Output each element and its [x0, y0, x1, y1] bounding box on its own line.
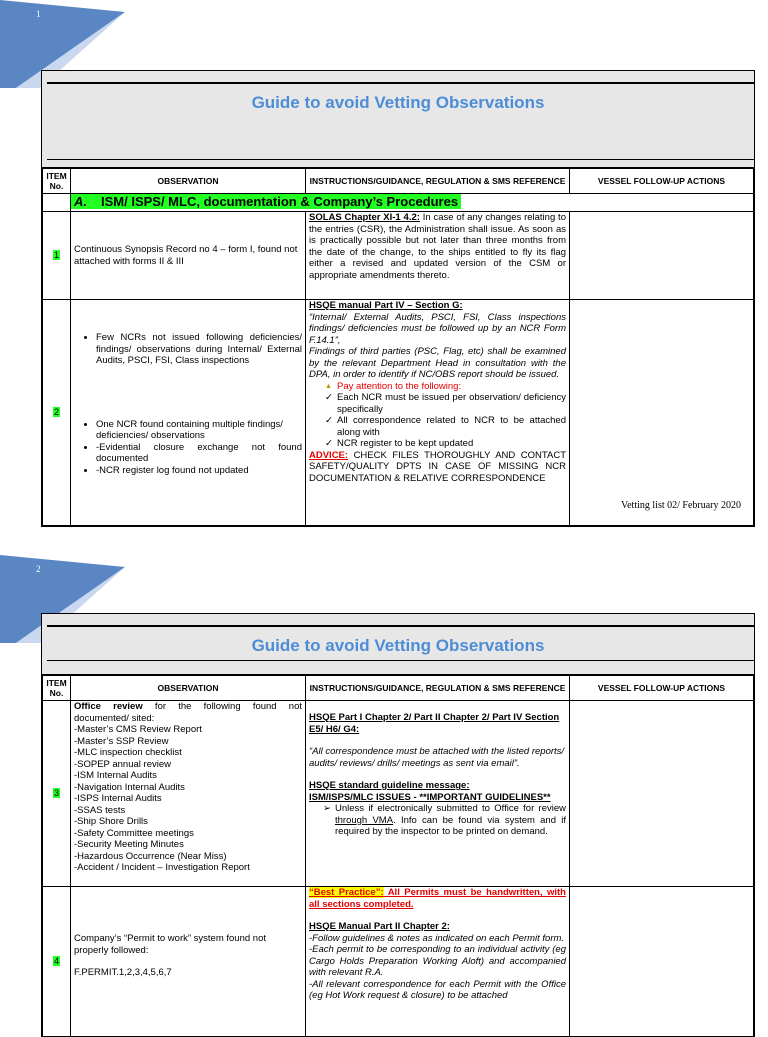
- checklist: ▲ Pay attention to the following: ✓ Each NCR must be issued per observation/ deficiency specifically ✓ All correspondence related to NCR to be attached along with ✓ NCR register to be kept updated: [309, 381, 566, 450]
- col-header-item: ITEM No.: [43, 676, 71, 701]
- item-number: 2: [43, 300, 71, 526]
- reference-cell: HSQE manual Part IV – Section G: “Internal/ External Audits, PSCI, FSI, Class inspections findings/ deficiencies must be followed up by an NCR Form F.14.1”, Findings of third parties (PSC, Flag, etc) shall be examined by the relevant Department Head in consultation with the DPA, in order to identify if NC/OBS report should be issued. ▲ Pay attention to the following: ✓ Each NCR must be issued per observation/ deficiency specifically ✓ All correspondence related to NCR to be attached along with ✓ NCR register to be kept updated ADVICE: CHECK FILES THOROUGHLY AND CONTACT SAFETY/QUALITY DPTS IN CASE OF MISSING NCR DOCUMENTATION & RELATIVE CORRESPONDENCE: [306, 300, 570, 526]
- arrow-list: ➢ Unless if electronically submitted to Office for review through VMA. Info can be found via system and if required by the inspector to be printed on demand.: [309, 803, 566, 838]
- table-row: [43, 300, 754, 526]
- observation-cell: Company’s “Permit to work” system found not properly followed: F.PERMIT.1,2,3,4,5,6,7: [71, 887, 306, 1037]
- page-number: 1: [36, 9, 41, 19]
- col-header-observation: OBSERVATION: [71, 676, 306, 701]
- observation-bullets-2: • One NCR found containing multiple findings/ deficiencies/ observations • -Evidential closure exchange not found documented • -NCR register log found not updated: [74, 419, 302, 477]
- reference-cell: HSQE Part I Chapter 2/ Part II Chapter 2/ Part IV Section E5/ H6/ G4: “All correspondence must be attached with the listed reports/ audits/ reviews/ drills/ meetings as sent via email”. HSQE standard guideline message: ISM/ISPS/MLC ISSUES - **IMPORTANT GUIDELINES** ➢ Unless if electronically submitted to Office for review through VMA. Info can be found via system and if required by the inspector to be printed on demand.: [306, 701, 570, 887]
- table-row: [43, 887, 754, 1037]
- col-header-followup: VESSEL FOLLOW-UP ACTIONS: [570, 676, 754, 701]
- observation-bullets: • Few NCRs not issued following deficiencies/ findings/ observations during Internal/ External Audits, PSCI, FSI, Class inspections: [74, 332, 302, 367]
- col-header-reference: INSTRUCTIONS/GUIDANCE, REGULATION & SMS REFERENCE: [306, 169, 570, 194]
- followup-cell: [570, 212, 754, 300]
- col-header-reference: INSTRUCTIONS/GUIDANCE, REGULATION & SMS REFERENCE: [306, 676, 570, 701]
- best-practice: “Best Practice”: All Permits must be handwritten, with all sections completed.: [309, 887, 566, 910]
- page-title: Guide to avoid Vetting Observations: [251, 636, 545, 655]
- observations-table: [42, 675, 754, 1037]
- observations-table: [42, 168, 754, 526]
- page-number: 2: [36, 564, 41, 574]
- table-row: [43, 212, 754, 300]
- document-frame: [41, 70, 755, 527]
- table-header-row: [43, 169, 754, 194]
- observation-cell: Office review for the following found not documented/ sited: -Master’s CMS Review Report -Master’s SSP Review -MLC inspection checklist -SOPEP annual review -ISM Internal Audits -Navigation Internal Audits -ISPS Internal Audits -SSAS tests -Ship Shore Drills -Safety Committee meetings -Security Meeting Minutes -Hazardous Occurrence (Near Miss) -Accident / Incident – Investigation Report: [71, 701, 306, 887]
- title-bar: [42, 614, 754, 675]
- item-number: 3: [43, 701, 71, 887]
- advice-text: ADVICE: CHECK FILES THOROUGHLY AND CONTACT SAFETY/QUALITY DPTS IN CASE OF MISSING NCR DOCUMENTATION & RELATIVE CORRESPONDENCE: [309, 449, 566, 484]
- page-footer: Vetting list 02/ February 2020: [621, 500, 741, 511]
- item-number: 4: [43, 887, 71, 1037]
- col-header-followup: VESSEL FOLLOW-UP ACTIONS: [570, 169, 754, 194]
- reference-cell: “Best Practice”: All Permits must be handwritten, with all sections completed. HSQE Manual Part II Chapter 2: -Follow guidelines & notes as indicated on each Permit form. -Each permit to be corresponding to an individual activity (eg Cargo Holds Preparation Working Aloft) and accompanied with relevant R.A. -All relevant correspondence for each Permit with the Office (eg Hot Work request & closure) to be attached: [306, 887, 570, 1037]
- section-row: [43, 194, 754, 212]
- document-frame: [41, 613, 755, 1037]
- followup-cell: [570, 887, 754, 1037]
- followup-cell: [570, 701, 754, 887]
- page-title: Guide to avoid Vetting Observations: [251, 93, 545, 112]
- table-header-row: [43, 676, 754, 701]
- followup-cell: [570, 300, 754, 526]
- title-bar: [42, 71, 754, 168]
- observation-cell: [71, 300, 306, 526]
- table-row: [43, 701, 754, 887]
- observation-cell: Continuous Synopsis Record no 4 – form I, found not attached with forms II & III: [71, 212, 306, 300]
- reference-cell: SOLAS Chapter XI-1 4.2: In case of any changes relating to the entries (CSR), the Administration shall issue. As soon as is practically possible but not later than three months from the date of the change, to the ships entitled to fly its flag either a revised and updated version of the CSM or appropriate amendments thereto.: [306, 212, 570, 300]
- col-header-item: ITEM No.: [43, 169, 71, 194]
- item-number: 1: [43, 212, 71, 300]
- col-header-observation: OBSERVATION: [71, 169, 306, 194]
- section-heading: A. ISM/ ISPS/ MLC, documentation & Company’s Procedures: [71, 194, 461, 209]
